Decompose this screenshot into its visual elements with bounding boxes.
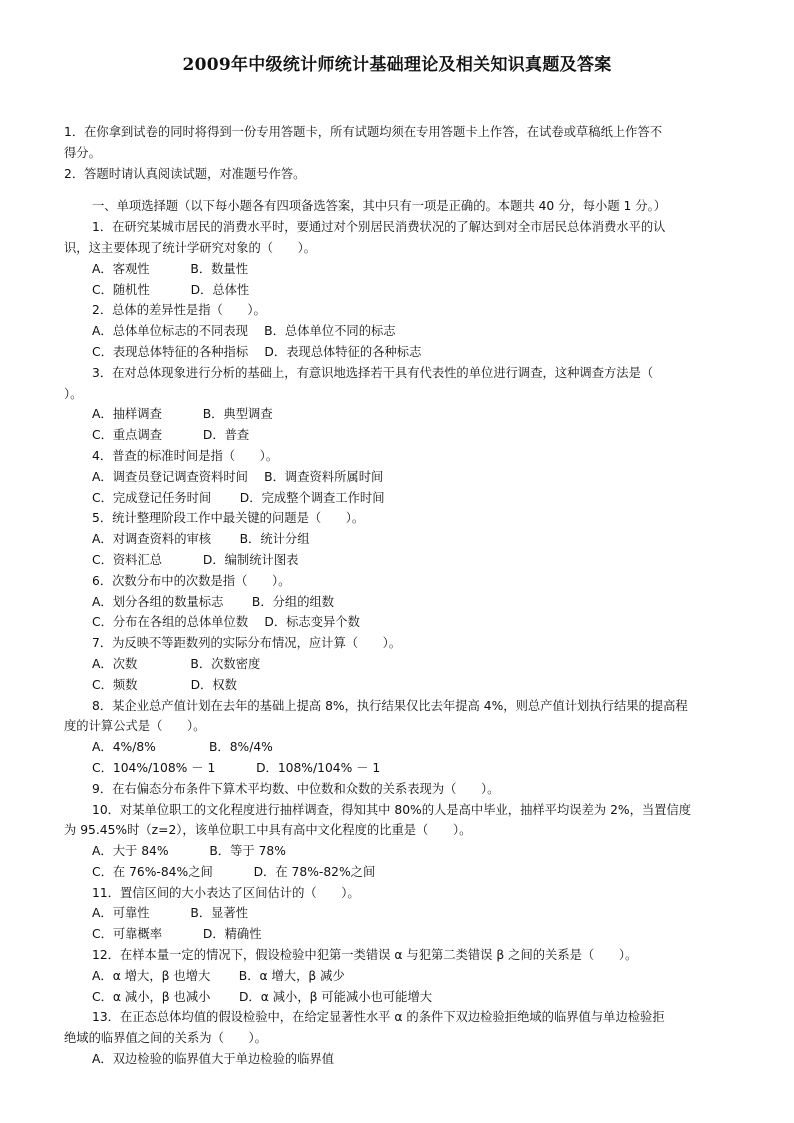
option-line: C．可靠概率 D．精确性 xyxy=(92,927,262,942)
option-line: A．调查员登记调查资料时间 B．调查资料所属时间 xyxy=(92,469,384,484)
option-line: C．在 76%-84%之间 D．在 78%-82%之间 xyxy=(92,864,376,879)
question-line: ）。 xyxy=(64,386,83,401)
question-line: 4．普查的标准时间是指（ ）。 xyxy=(92,448,279,463)
option-line: A．4%/8% B．8%/4% xyxy=(92,740,273,755)
instruction-line: 2．答题时请认真阅读试题，对准题号作答。 xyxy=(64,166,306,181)
option-line: A．次数 B．次数密度 xyxy=(92,656,261,671)
question-line: 2．总体的差异性是指（ ）。 xyxy=(92,303,266,318)
question-line: 9．在右偏态分布条件下算术平均数、中位数和众数的关系表现为（ ）。 xyxy=(92,781,500,796)
question-line: 13．在正态总体均值的假设检验中，在给定显著性水平 α 的条件下双边检验拒绝域的临界值与单边检验拒 xyxy=(92,1010,665,1025)
option-line: C．104%/108% － 1 D．108%/104% － 1 xyxy=(92,760,381,775)
section-heading: 一、单项选择题（以下每小题各有四项备选答案，其中只有一项是正确的。本题共 40 分，每小题 1 分。） xyxy=(92,199,667,214)
option-line: A．对调查资料的审核 B．统计分组 xyxy=(92,532,310,547)
option-line: A．大于 84% B．等于 78% xyxy=(92,844,286,859)
option-line: A．划分各组的数量标志 B．分组的组数 xyxy=(92,594,335,609)
option-line: A．客观性 B．数量性 xyxy=(92,261,249,276)
document-body xyxy=(64,122,752,1070)
question-line: 5．统计整理阶段工作中最关键的问题是（ ）。 xyxy=(92,511,365,526)
option-line: C．表现总体特征的各种指标 D．表现总体特征的各种标志 xyxy=(92,344,422,359)
option-line: A．总体单位标志的不同表现 B．总体单位不同的标志 xyxy=(92,324,396,339)
spacer xyxy=(64,184,752,196)
option-line: A．抽样调查 B．典型调查 xyxy=(92,407,273,422)
option-line: C．资料汇总 D．编制统计图表 xyxy=(92,552,299,567)
question-line: 3．在对总体现象进行分析的基础上，有意识地选择若干具有代表性的单位进行调查，这种调查方法是（ xyxy=(92,365,654,380)
option-line: A．双边检验的临界值大于单边检验的临界值 xyxy=(92,1052,335,1067)
question-line: 识，这主要体现了统计学研究对象的（ ）。 xyxy=(64,240,317,255)
instruction-line: 得分。 xyxy=(64,145,101,160)
question-line: 度的计算公式是（ ）。 xyxy=(64,719,206,734)
question-line: 1．在研究某城市居民的消费水平时，要通过对个别居民消费状况的了解达到对全市居民总体消费水平的认 xyxy=(92,220,666,235)
option-line: A．可靠性 B．显著性 xyxy=(92,906,249,921)
option-line: C．α 减小，β 也减小 D．α 减小，β 可能减小也可能增大 xyxy=(92,989,433,1004)
question-line: 6．次数分布中的次数是指（ ）。 xyxy=(92,573,291,588)
option-line: C．重点调查 D．普查 xyxy=(92,428,250,443)
document-title: 2009年中级统计师统计基础理论及相关知识真题及答案 xyxy=(182,55,612,75)
option-line: C．频数 D．权数 xyxy=(92,677,237,692)
question-line: 11．置信区间的大小表达了区间估计的（ ）。 xyxy=(92,885,360,900)
question-line: 10．对某单位职工的文化程度进行抽样调查，得知其中 80%的人是高中毕业，抽样平均误差为 2%，当置信度 xyxy=(92,802,692,817)
question-line: 为 95.45%时（z=2），该单位职工中具有高中文化程度的比重是（ ）。 xyxy=(64,823,472,838)
question-line: 7．为反映不等距数列的实际分布情况，应计算（ ）。 xyxy=(92,636,402,651)
option-line: C．随机性 D．总体性 xyxy=(92,282,250,297)
question-line: 绝域的临界值之间的关系为（ ）。 xyxy=(64,1031,267,1046)
option-line: C．分布在各组的总体单位数 D．标志变异个数 xyxy=(92,615,360,630)
option-line: A．α 增大，β 也增大 B．α 增大，β 减少 xyxy=(92,968,345,983)
option-line: C．完成登记任务时间 D．完成整个调查工作时间 xyxy=(92,490,385,505)
question-line: 12．在样本量一定的情况下，假设检验中犯第一类错误 α 与犯第二类错误 β 之间的关系是（ ）。 xyxy=(92,948,638,963)
question-line: 8．某企业总产值计划在去年的基础上提高 8%，执行结果仅比去年提高 4%，则总产值计划执行结果的提高程 xyxy=(92,698,688,713)
instruction-line: 1．在你拿到试卷的同时将得到一份专用答题卡，所有试题均须在专用答题卡上作答，在试卷或草稿纸上作答不 xyxy=(64,125,663,139)
